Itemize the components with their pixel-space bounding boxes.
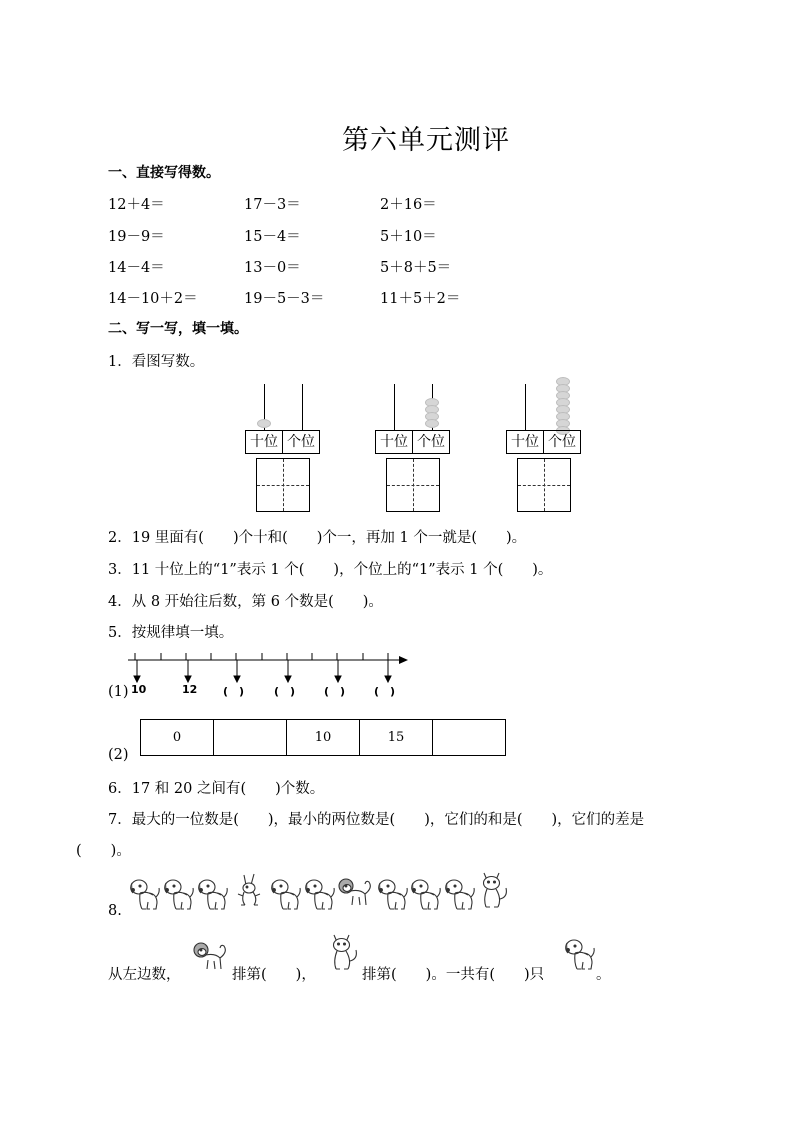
part2-label: (2) [108,747,129,763]
dog-icon [302,876,336,918]
tens-label: 十位 [511,434,539,450]
sequence-cell: 10 [287,720,360,756]
number-line-label: 10 [131,683,147,696]
place-value-row [506,430,581,454]
number-line-label: 12 [182,683,198,696]
calc-problem: 15－4＝ [244,229,301,245]
bead [425,419,439,428]
ones-label: 个位 [543,431,580,453]
pointer-head [234,676,240,682]
dog-icon [127,876,161,918]
tens-rod [525,384,526,430]
calc-problem: 13－0＝ [244,260,301,276]
answer-grid[interactable] [517,458,571,512]
part1-label: (1) [108,684,129,700]
sequence-cell: 15 [360,720,433,756]
dog-icon [408,876,442,918]
place-value-row [245,430,320,454]
dog-icon [442,876,476,918]
question-8-number: 8. [108,903,122,919]
calc-problem: 5＋10＝ [380,229,437,245]
cat-icon [477,869,511,917]
sequence-table [140,719,506,756]
number-line-blank[interactable]: ( ) [374,685,396,698]
sequence-cell: 0 [141,720,214,756]
question-8-end: 。 [596,967,611,983]
pointer-head [185,676,191,682]
calc-problem: 12＋4＝ [108,197,165,213]
question-4: 4．从 8 开始往后数，第 6 个数是( )。 [108,594,383,610]
cat-icon [327,931,361,979]
pointer-head [134,676,140,682]
tens-label: 十位 [380,434,408,450]
answer-grid[interactable] [256,458,310,512]
number-line-ticks [135,653,388,660]
sequence-cell-blank[interactable] [433,720,506,756]
question-8-rank2: 排第( )。一共有( )只 [362,967,545,983]
dog-icon [268,876,302,918]
section1-heading: 一、直接写得数。 [108,165,220,181]
monkey-icon [190,940,230,980]
dog-icon [195,876,229,918]
calc-problem: 19－5－3＝ [244,291,325,307]
number-line-blank[interactable]: ( ) [274,685,296,698]
calc-problem: 14－10＋2＝ [108,291,198,307]
question-3: 3．11 十位上的“1”表示 1 个( )，个位上的“1”表示 1 个( )。 [108,562,553,578]
dog-icon [375,876,409,918]
answer-grid[interactable] [386,458,440,512]
number-line-pointers [134,660,391,682]
question-7-line1: 7．最大的一位数是( )，最小的两位数是( )，它们的和是( )，它们的差是 [108,812,645,828]
question-2: 2．19 里面有( )个十和( )个一，再加 1 个一就是( )。 [108,530,527,546]
pointer-head [285,676,291,682]
question-8-rank1: 排第( )， [232,967,316,983]
number-line-blank[interactable]: ( ) [223,685,245,698]
calc-problem: 11＋5＋2＝ [380,291,461,307]
number-line-blank[interactable]: ( ) [324,685,346,698]
calc-problem: 2＋16＝ [380,197,437,213]
tens-label: 十位 [250,434,278,450]
question-1: 1．看图写数。 [108,354,205,370]
dog-icon [562,936,596,978]
calc-problem: 19－9＝ [108,229,165,245]
place-value-row [375,430,450,454]
calc-problem: 17－3＝ [244,197,301,213]
question-5: 5．按规律填一填。 [108,625,234,641]
page-title: 第六单元测评 [342,125,510,156]
calc-problem: 14－4＝ [108,260,165,276]
pointer-head [335,676,341,682]
ones-label: 个位 [282,431,319,453]
monkey-icon [335,876,375,916]
dog-icon [161,876,195,918]
number-line-arrow [399,656,408,664]
ones-label: 个位 [412,431,449,453]
tens-rod [394,384,395,430]
section2-heading: 二、写一写，填一填。 [108,321,248,337]
number-line [126,648,410,690]
question-6: 6．17 和 20 之间有( )个数。 [108,781,325,797]
calc-problem: 5＋8＋5＝ [380,260,452,276]
bead [257,419,271,428]
question-7-line2: ( )。 [76,843,131,859]
rabbit-icon [235,872,265,916]
question-8-from-left: 从左边数， [108,967,181,983]
pointer-head [385,676,391,682]
ones-rod [302,384,303,430]
sequence-cell-blank[interactable] [214,720,287,756]
